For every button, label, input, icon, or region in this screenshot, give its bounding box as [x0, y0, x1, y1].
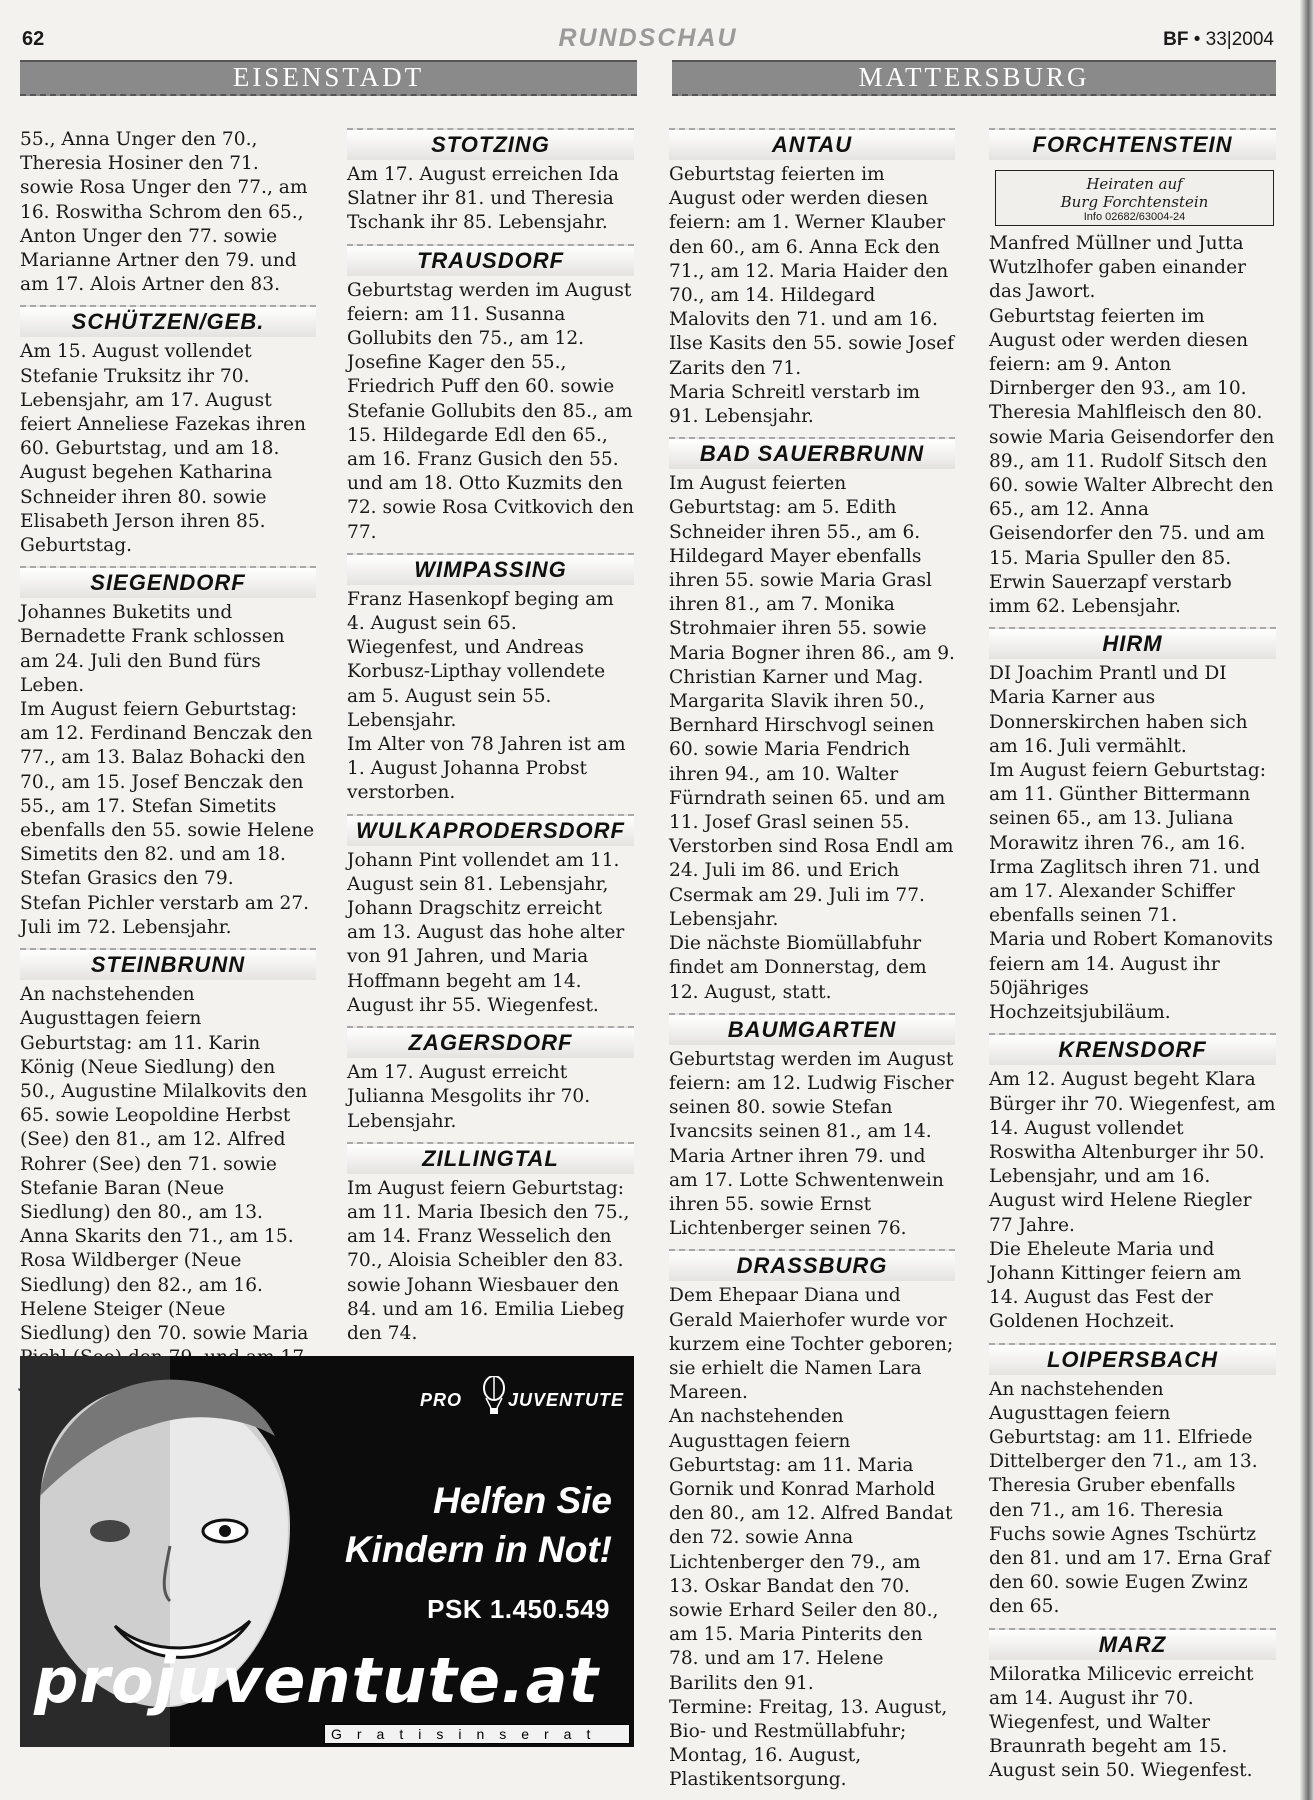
column-4 — [989, 128, 1276, 1784]
article-continued: 55., Anna Unger den 70., Theresia Hosiner den 71. sowie Rosa Unger den 77., am 16. Roswitha Schrom den 65., Anton Unger den 77. sowie Marianne Artner den 79. und am 17. Alois Artner den 83. — [20, 129, 308, 296]
column-2 — [347, 128, 634, 1346]
ad-account-number: PSK 1.450.549 — [427, 1594, 610, 1624]
article-text: Geburtstag werden im August feiern: am 11. Susanna Gollubits den 75., am 12. Josefine Kager den 55., Friedrich Puff den 60. sowie Stefanie Gollubits den 85., am 15. Hildegarde Edl den 65., am 16. Franz Gusich den 55. und am 18. Otto Kuzmits den 72. sowie Rosa Cvitkovich den 77. — [347, 279, 634, 543]
article-text: Erwin Sauerzapf verstarb imm 62. Lebensjahr. — [989, 571, 1232, 618]
article-text: Manfred Müllner und Jutta Wutzlhofer gaben einander das Jawort. — [989, 233, 1246, 303]
issue-number: • 33|2004 — [1193, 29, 1274, 50]
article-text: Im Alter von 78 Jahren ist am 1. August Johanna Probst verstorben. — [347, 734, 626, 804]
section-heading: LOIPERSBACH — [989, 1343, 1276, 1375]
section-heading: SCHÜTZEN/GEB. — [20, 305, 316, 337]
section-heading: STOTZING — [347, 128, 634, 160]
page-number: 62 — [22, 28, 45, 50]
column-1 — [20, 128, 316, 1395]
ad-gratis-label: Gratisinserat — [324, 1724, 630, 1744]
wedding-ad-line: Burg Forchtenstein — [1060, 193, 1209, 211]
article-text: Geburtstag feierten im August oder werden diesen feiern: am 1. Werner Klauber den 60., am 6. Anna Eck den 71., am 12. Maria Haider den 70., am 14. Hildegard Malovits den 71. und am 16. Ilse Kasits den 55. sowie Josef Zarits den 71. — [669, 164, 954, 379]
article-text: Am 15. August vollendet Stefanie Truksitz ihr 70. Lebensjahr, am 17. August feiert Anneliese Fazekas ihren 60. Geburtstag, und am 18. August begehen Katharina Schneider ihren 80. sowie Elisabeth Jerson ihren 85. Geburtstag. — [20, 341, 306, 557]
article-text: Am 17. August erreichen Ida Slatner ihr 81. und Theresia Tschank ihr 85. Lebensjahr. — [347, 164, 619, 234]
article-text: Verstorben sind Rosa Endl am 24. Juli im 86. und Erich Csermak am 29. Juli im 77. Lebensjahr. — [669, 836, 954, 930]
wedding-advertisement — [995, 170, 1274, 226]
section-heading: BAUMGARTEN — [669, 1013, 955, 1045]
article-text: Im August feiern Geburtstag: am 11. Maria Ibesich den 75., am 14. Franz Wesselich den 70., Aloisia Scheibler den 83. sowie Johann Wiesbauer den 84. und am 16. Emilia Liebeg den 74. — [347, 1177, 630, 1344]
section-heading: BAD SAUERBRUNN — [669, 437, 955, 469]
article-text: Am 12. August begeht Klara Bürger ihr 70. Wiegenfest, am 14. August vollendet Roswitha Altenburger ihr 50. Lebensjahr, und am 16. August wird Helene Riegler 77 Jahre. — [989, 1069, 1276, 1236]
section-heading: ZILLINGTAL — [347, 1142, 634, 1174]
issue-label — [1163, 29, 1274, 51]
article-text: Stefan Pichler verstarb am 27. Juli im 72. Lebensjahr. — [20, 892, 310, 938]
article-text: Im August feiern Geburtstag: am 12. Ferdinand Benczak den 77., am 13. Balaz Bohacki den 70., am 15. Josef Benczak den 55., am 17. Stefan Simetits ebenfalls den 55. sowie Helene Simetits den 82. und am 18. Stefan Grasics den 79. — [20, 699, 315, 890]
wedding-ad-info: Info 02682/63004-24 — [1083, 211, 1186, 223]
article-text: Am 17. August erreicht Julianna Mesgolits ihr 70. Lebensjahr. — [347, 1062, 591, 1132]
section-heading: WULKAPRODERSDORF — [347, 814, 634, 846]
ad-website-url: projuventute.at — [34, 1644, 600, 1717]
article-text: An nachstehenden Augusttagen feiern Geburtstag: am 11. Karin König (Neue Siedlung) den 50., Augustine Milalkovits den 65. sowie Leopoldine Herbst (See) den 81., am 12. Alfred Rohrer (See) den 71. sowie Stefanie Baran (Neue Siedlung) den 80., am 13. Anna Skarits den 71., am 15. Rosa Wildberger (Neue Siedlung) den 82., am 16. Helene Steiger (Neue Siedlung) den 70. sowie Maria — [20, 984, 309, 1344]
article-text: Die nächste Biomüllabfuhr findet am Donnerstag, dem 12. August, statt. — [669, 933, 927, 1003]
column-3 — [669, 128, 955, 1793]
article-text: Im August feiern Geburtstag: am 11. Günther Bittermann seinen 65., am 13. Juliana Morawitz ihren 76., am 16. Irma Zaglitsch ihren 71. und am 17. Alexander Schiffer ebenfalls seinen 71. — [989, 760, 1267, 927]
section-heading: ANTAU — [669, 128, 955, 160]
article-text: Miloratka Milicevic erreicht am 14. August ihr 70. Wiegenfest, und Walter Braunrath begeht am 15. August sein 50. Wiegenfest. — [989, 1663, 1254, 1782]
region-band-mattersburg: MATTERSBURG — [672, 60, 1276, 96]
section-heading: SIEGENDORF — [20, 566, 316, 598]
section-heading: DRASSBURG — [669, 1249, 955, 1281]
pro-juventute-advertisement — [20, 1356, 634, 1747]
article-text: Johann Pint vollendet am 11. August sein 81. Lebensjahr, Johann Dragschitz erreicht am 13. August das hohe alter von 91 Jahren, und Maria Hoffmann begeht am 14. August ihr 55. Wiegenfest. — [347, 849, 625, 1016]
ad-headline: Helfen Sie — [433, 1480, 612, 1521]
logo-text-juventute: JUVENTUTE — [508, 1390, 625, 1410]
article-text: Termine: Freitag, 13. August, Bio- und Restmüllabfuhr; Montag, 16. August, Plastikentsorgung. — [669, 1696, 948, 1791]
page-fold-shadow — [1300, 0, 1314, 1800]
wedding-ad-line: Heiraten auf — [1086, 175, 1183, 193]
article-text: Maria und Robert Komanovits feiern am 14. August ihr 50jähriges Hochzeitsjubiläum. — [989, 929, 1274, 1024]
masthead: RUNDSCHAU — [558, 24, 738, 52]
article-text: Im August feierten Geburtstag: am 5. Edith Schneider ihren 55., am 6. Hildegard Mayer ebenfalls ihren 55. sowie Maria Grasl ihren 81., am 7. Monika Strohmaier ihren 55. sowie Maria Bogner ihren 86., am 9. Christian Karner und Mag. Margarita Slavik ihren 50., Bernhard Hirschvogl seinen 60. sowie Maria Fendrich ihren 94., am 10. Walter Fürndrath seinen 65. und am 11. Josef Grasl seinen 55. — [669, 473, 955, 834]
balloon-icon — [482, 1376, 506, 1416]
section-heading: HIRM — [989, 627, 1276, 659]
section-heading: STEINBRUNN — [20, 948, 316, 980]
article-text: Geburtstag feierten im August oder werden diesen feiern: am 9. Anton Dirnberger den 93., am 10. Theresia Mahlfleisch den 80. sowie Maria Geisendorfer den 89., am 11. Rudolf Sitsch den 60. sowie Walter Albrecht den 65., am 12. Anna Geisendorfer den 75. und am 15. Maria Spuller den 85. — [989, 305, 1275, 569]
section-heading: KRENSDORF — [989, 1033, 1276, 1065]
ad-headline: Kindern in Not! — [344, 1529, 612, 1570]
section-heading: FORCHTENSTEIN — [989, 128, 1276, 160]
article-text: DI Joachim Prantl und DI Maria Karner aus Donnerskirchen haben sich am 16. Juli vermählt. — [989, 663, 1248, 757]
article-text: An nachstehenden Augusttagen feiern Geburtstag: am 11. Elfriede Dittelberger den 71., am 13. Theresia Gruber ebenfalls den 71., am 16. Theresia Fuchs sowie Agnes Tschürtz den 81. und am 17. Erna Graf den 60. sowie Eugen Zwinz den 65. — [989, 1378, 1271, 1618]
article-text: Die Eheleute Maria und Johann Kittinger feiern am 14. August das Fest der Goldenen Hochzeit. — [989, 1238, 1242, 1333]
logo-text-pro: PRO — [420, 1390, 463, 1410]
article-text: Franz Hasenkopf beging am 4. August sein 65. Wiegenfest, und Andreas Korbusz-Lipthay vollendete am 5. August sein 55. Lebensjahr. — [347, 588, 614, 731]
region-band-eisenstadt: EISENSTADT — [20, 60, 637, 96]
article-text: Geburtstag werden im August feiern: am 12. Ludwig Fischer seinen 80. sowie Stefan Ivancsits seinen 81., am 14. Maria Artner ihren 79. und am 17. Lotte Schwentenwein ihren 55. sowie Ernst Lichtenberger seinen 76. — [669, 1048, 954, 1240]
article-text: Johannes Buketits und Bernadette Frank schlossen am 24. Juli den Bund fürs Leben. — [20, 602, 285, 696]
article-text: Maria Schreitl verstarb im 91. Lebensjahr. — [669, 381, 921, 428]
section-heading: WIMPASSING — [347, 553, 634, 585]
article-text: An nachstehenden Augusttagen feiern Geburtstag: am 11. Maria Gornik und Konrad Marhold den 80., am 12. Alfred Bandat den 72. sowie Anna Lichtenberger den 79., am 13. Oskar Bandat den 70. sowie Erhard Seiler den 80., am 15. Maria Pinterits den 78. und am 17. Helene Barilits den 91. — [669, 1406, 953, 1694]
section-heading: MARZ — [989, 1628, 1276, 1660]
article-text: Dem Ehepaar Diana und Gerald Maierhofer wurde vor kurzem eine Tochter geboren; sie erhielt die Namen Lara Mareen. — [669, 1285, 954, 1404]
section-heading: TRAUSDORF — [347, 244, 634, 276]
page-header — [20, 26, 1276, 56]
publication-code: BF — [1163, 29, 1189, 50]
section-heading: ZAGERSDORF — [347, 1026, 634, 1058]
